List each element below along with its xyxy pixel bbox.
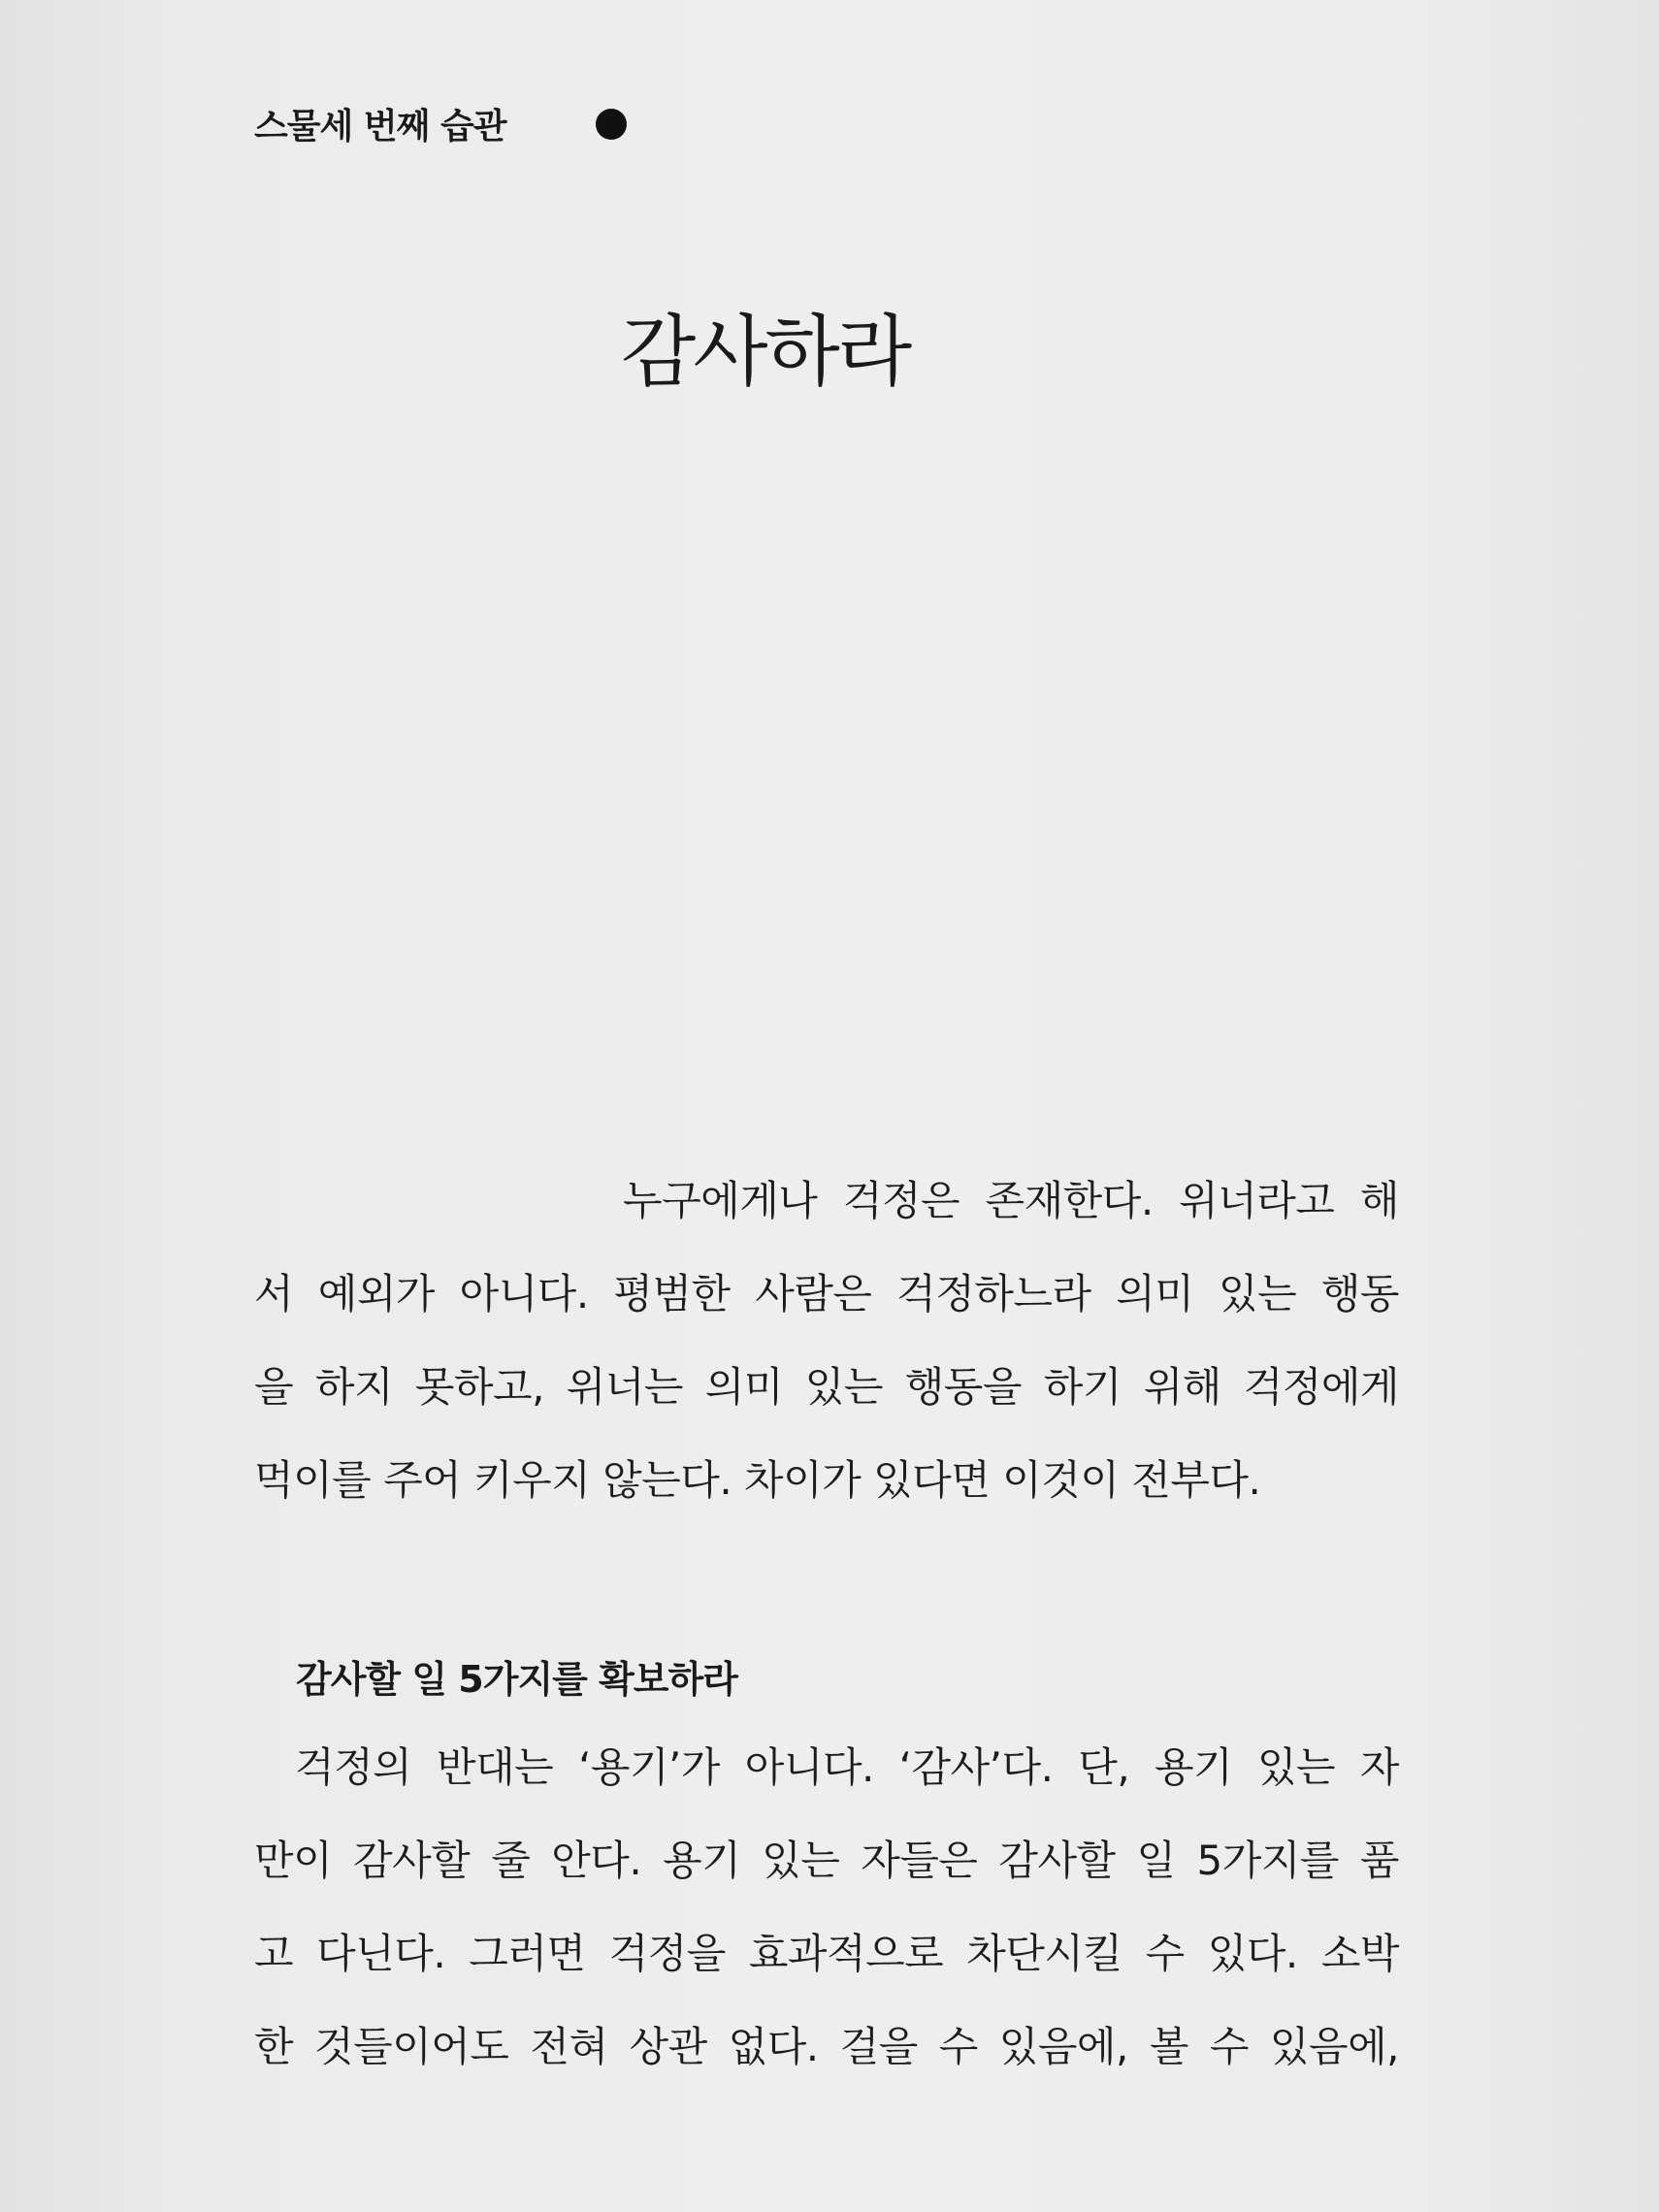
section-line: 한 것들이어도 전혀 상관 없다. 걸을 수 있음에, 볼 수 있음에, [254, 2023, 1399, 2070]
intro-line: 을 하지 못하고, 위너는 의미 있는 행동을 하기 위해 걱정에게 [254, 1363, 1399, 1411]
section-heading: 감사할 일 5가지를 확보하라 [296, 1658, 737, 1701]
section-paragraph [254, 1721, 1399, 2094]
chapter-header [254, 99, 627, 148]
intro-line: 누구에게나 걱정은 존재한다. 위너라고 해 [623, 1177, 1399, 1224]
intro-line: 먹이를 주어 키우지 않는다. 차이가 있다면 이것이 전부다. [254, 1456, 1261, 1504]
section-line: 고 다닌다. 그러면 걱정을 효과적으로 차단시킬 수 있다. 소박 [254, 1930, 1399, 1977]
section-line: 걱정의 반대는 ‘용기’가 아니다. ‘감사’다. 단, 용기 있는 자 [295, 1743, 1399, 1791]
page-title: 감사하라 [621, 307, 910, 397]
intro-paragraph [254, 1155, 1399, 1527]
chapter-label: 스물세 번째 습관 [254, 107, 506, 146]
bullet-dot-icon [596, 109, 627, 140]
intro-line: 서 예외가 아니다. 평범한 사람은 걱정하느라 의미 있는 행동 [254, 1270, 1399, 1317]
section-line: 만이 감사할 줄 안다. 용기 있는 자들은 감사할 일 5가지를 품 [254, 1837, 1399, 1884]
